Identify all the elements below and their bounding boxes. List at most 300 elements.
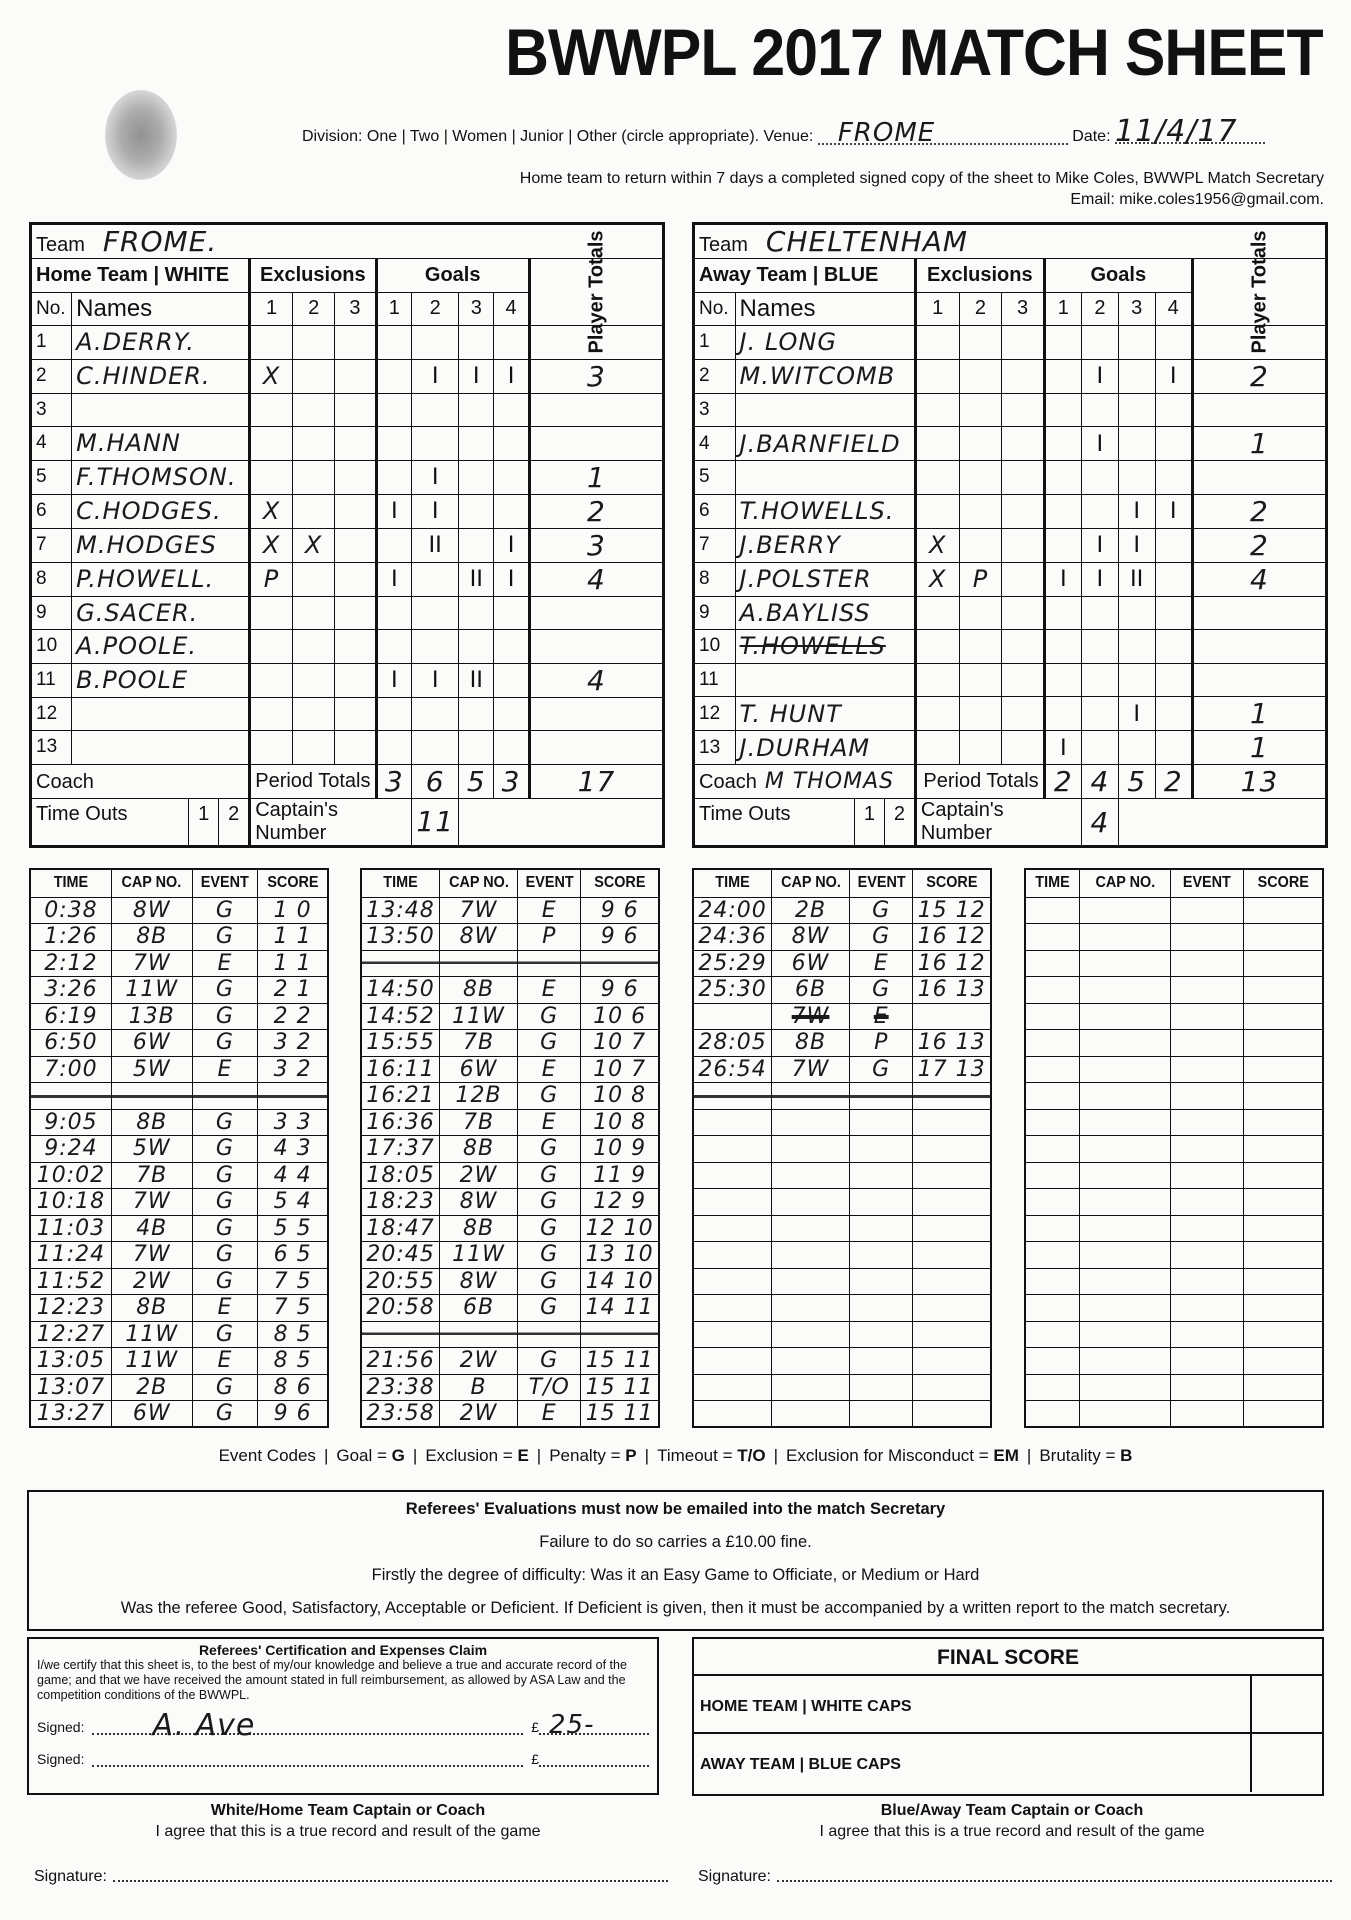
exclusion-cell[interactable]: X xyxy=(250,359,293,393)
goal-cell[interactable]: I xyxy=(1118,494,1155,528)
log-time[interactable]: 13:27 xyxy=(30,1401,111,1428)
log-event[interactable]: E xyxy=(192,1348,258,1375)
log-score[interactable]: 13 10 xyxy=(581,1242,659,1269)
log-score[interactable] xyxy=(1244,1136,1323,1163)
log-cap[interactable] xyxy=(772,1136,850,1163)
log-cap[interactable]: 7W xyxy=(772,1056,850,1083)
goal-cell[interactable]: I xyxy=(1155,494,1192,528)
log-score[interactable] xyxy=(581,1321,659,1348)
log-time[interactable] xyxy=(361,950,440,977)
log-score[interactable]: 1 1 xyxy=(258,950,328,977)
coach-cell[interactable] xyxy=(694,765,916,799)
log-time[interactable]: 16:21 xyxy=(361,1083,440,1110)
player-total[interactable]: 1 xyxy=(529,460,663,494)
final-score-home-field[interactable] xyxy=(1252,1676,1322,1732)
goal-cell[interactable] xyxy=(1082,697,1119,731)
goal-cell[interactable]: I xyxy=(412,663,459,697)
goal-cell[interactable] xyxy=(1155,596,1192,630)
log-score[interactable]: 8 6 xyxy=(258,1374,328,1401)
player-name[interactable]: M.WITCOMB xyxy=(735,359,915,393)
log-cap[interactable]: 6B xyxy=(440,1295,518,1322)
log-event[interactable]: G xyxy=(192,1162,258,1189)
goal-cell[interactable]: II xyxy=(412,528,459,562)
goal-cell[interactable] xyxy=(376,528,412,562)
log-time[interactable] xyxy=(361,1321,440,1348)
goal-cell[interactable] xyxy=(1118,359,1155,393)
referee-signature-2-field[interactable] xyxy=(92,1749,523,1767)
player-total[interactable]: 3 xyxy=(529,528,663,562)
log-cap[interactable] xyxy=(1080,1003,1171,1030)
log-time[interactable] xyxy=(693,1109,772,1136)
goal-cell[interactable]: I xyxy=(1044,731,1081,765)
referee-amount-2-field[interactable] xyxy=(539,1749,649,1767)
log-cap[interactable] xyxy=(1080,1136,1171,1163)
log-score[interactable] xyxy=(1244,950,1323,977)
log-score[interactable]: 15 11 xyxy=(581,1348,659,1375)
goal-cell[interactable] xyxy=(1082,393,1119,427)
log-cap[interactable] xyxy=(1080,1321,1171,1348)
goal-cell[interactable] xyxy=(1155,562,1192,596)
log-cap[interactable] xyxy=(772,1374,850,1401)
log-cap[interactable]: 2B xyxy=(111,1374,192,1401)
goal-cell[interactable] xyxy=(1155,393,1192,427)
log-time[interactable]: 11:52 xyxy=(30,1268,111,1295)
log-score[interactable] xyxy=(1244,1162,1323,1189)
exclusion-cell[interactable] xyxy=(1002,663,1044,697)
goal-cell[interactable] xyxy=(1155,731,1192,765)
log-score[interactable]: 10 6 xyxy=(581,1003,659,1030)
exclusion-cell[interactable]: X xyxy=(250,528,293,562)
exclusion-cell[interactable] xyxy=(292,663,334,697)
captains-number[interactable]: 11 xyxy=(412,798,459,846)
log-score[interactable]: 3 2 xyxy=(258,1056,328,1083)
player-name[interactable] xyxy=(735,393,915,427)
player-name[interactable]: A.DERRY. xyxy=(72,326,250,360)
player-total[interactable] xyxy=(1192,393,1326,427)
goal-cell[interactable] xyxy=(1155,663,1192,697)
log-time[interactable] xyxy=(1025,977,1080,1004)
log-time[interactable] xyxy=(1025,1003,1080,1030)
log-time[interactable]: 7:00 xyxy=(30,1056,111,1083)
goal-cell[interactable] xyxy=(412,562,459,596)
log-time[interactable]: 9:05 xyxy=(30,1109,111,1136)
log-time[interactable]: 18:47 xyxy=(361,1215,440,1242)
log-cap[interactable] xyxy=(1080,1374,1171,1401)
exclusion-cell[interactable] xyxy=(250,663,293,697)
log-cap[interactable]: 8W xyxy=(111,897,192,924)
log-time[interactable]: 11:24 xyxy=(30,1242,111,1269)
log-event[interactable] xyxy=(850,1242,913,1269)
log-time[interactable] xyxy=(1025,924,1080,951)
log-time[interactable]: 25:29 xyxy=(693,950,772,977)
log-cap[interactable]: 5W xyxy=(111,1056,192,1083)
exclusion-cell[interactable] xyxy=(959,596,1002,630)
player-name[interactable]: P.HOWELL. xyxy=(72,562,250,596)
log-cap[interactable] xyxy=(1080,1268,1171,1295)
log-time[interactable] xyxy=(1025,1083,1080,1110)
log-event[interactable]: E xyxy=(518,897,581,924)
player-name[interactable]: T.HOWELLS. xyxy=(735,494,915,528)
log-event[interactable]: G xyxy=(518,1030,581,1057)
exclusion-cell[interactable]: P xyxy=(959,562,1002,596)
log-cap[interactable] xyxy=(772,1215,850,1242)
timeout-2-box[interactable]: 2 xyxy=(884,799,914,845)
log-time[interactable]: 6:50 xyxy=(30,1030,111,1057)
goal-cell[interactable] xyxy=(494,663,530,697)
goal-cell[interactable] xyxy=(1082,326,1119,360)
goal-cell[interactable] xyxy=(376,359,412,393)
goal-cell[interactable] xyxy=(1044,663,1081,697)
log-cap[interactable]: 6W xyxy=(111,1030,192,1057)
exclusion-cell[interactable] xyxy=(335,528,376,562)
log-event[interactable] xyxy=(1170,1215,1244,1242)
goal-cell[interactable] xyxy=(1155,630,1192,664)
exclusion-cell[interactable]: X xyxy=(292,528,334,562)
log-event[interactable]: G xyxy=(192,977,258,1004)
log-time[interactable]: 20:58 xyxy=(361,1295,440,1322)
log-time[interactable] xyxy=(693,1215,772,1242)
period-total-4[interactable]: 2 xyxy=(1155,765,1192,799)
player-name[interactable]: C.HODGES. xyxy=(72,494,250,528)
period-total-3[interactable]: 5 xyxy=(1118,765,1155,799)
log-event[interactable]: G xyxy=(192,924,258,951)
log-score[interactable]: 1 0 xyxy=(258,897,328,924)
goal-cell[interactable]: I xyxy=(376,663,412,697)
log-event[interactable] xyxy=(1170,977,1244,1004)
log-event[interactable] xyxy=(1170,1003,1244,1030)
log-event[interactable]: G xyxy=(192,1268,258,1295)
log-time[interactable] xyxy=(1025,1242,1080,1269)
log-cap[interactable] xyxy=(772,1295,850,1322)
exclusion-cell[interactable] xyxy=(250,427,293,461)
log-score[interactable]: 12 9 xyxy=(581,1189,659,1216)
log-time[interactable]: 25:30 xyxy=(693,977,772,1004)
log-cap[interactable] xyxy=(1080,1401,1171,1428)
player-total[interactable] xyxy=(1192,461,1326,495)
log-time[interactable]: 24:00 xyxy=(693,897,772,924)
log-cap[interactable] xyxy=(1080,977,1171,1004)
log-score[interactable] xyxy=(1244,1295,1323,1322)
goal-cell[interactable] xyxy=(1044,326,1081,360)
exclusion-cell[interactable] xyxy=(915,461,959,495)
log-event[interactable]: E xyxy=(192,950,258,977)
exclusion-cell[interactable] xyxy=(250,731,293,765)
player-name[interactable] xyxy=(735,461,915,495)
log-time[interactable]: 1:26 xyxy=(30,924,111,951)
log-event[interactable] xyxy=(518,950,581,977)
log-cap[interactable]: 4B xyxy=(111,1215,192,1242)
player-total[interactable] xyxy=(1192,663,1326,697)
log-score[interactable] xyxy=(913,1295,991,1322)
log-time[interactable]: 24:36 xyxy=(693,924,772,951)
player-name[interactable]: M.HANN xyxy=(72,427,250,461)
goal-cell[interactable] xyxy=(376,393,412,427)
log-event[interactable] xyxy=(850,1162,913,1189)
log-time[interactable] xyxy=(1025,1056,1080,1083)
goal-cell[interactable] xyxy=(1118,630,1155,664)
log-cap[interactable]: 7W xyxy=(111,950,192,977)
log-cap[interactable]: 7B xyxy=(440,1030,518,1057)
log-cap[interactable] xyxy=(772,1083,850,1110)
exclusion-cell[interactable] xyxy=(1002,697,1044,731)
log-time[interactable]: 10:02 xyxy=(30,1162,111,1189)
log-event[interactable] xyxy=(1170,1242,1244,1269)
log-cap[interactable]: 2W xyxy=(440,1401,518,1428)
exclusion-cell[interactable] xyxy=(250,630,293,664)
log-time[interactable] xyxy=(693,1083,772,1110)
goal-cell[interactable] xyxy=(1082,596,1119,630)
log-event[interactable]: G xyxy=(518,1162,581,1189)
timeout-1-box[interactable]: 1 xyxy=(854,799,884,845)
log-time[interactable]: 20:55 xyxy=(361,1268,440,1295)
log-cap[interactable] xyxy=(1080,1056,1171,1083)
goal-cell[interactable]: I xyxy=(494,359,530,393)
goal-cell[interactable] xyxy=(376,326,412,360)
log-cap[interactable]: 5W xyxy=(111,1136,192,1163)
log-score[interactable] xyxy=(913,1109,991,1136)
player-name[interactable]: A.POOLE. xyxy=(72,630,250,664)
exclusion-cell[interactable] xyxy=(959,528,1002,562)
log-event[interactable]: G xyxy=(518,1348,581,1375)
log-cap[interactable]: 2W xyxy=(440,1348,518,1375)
log-score[interactable]: 12 10 xyxy=(581,1215,659,1242)
goal-cell[interactable] xyxy=(459,528,494,562)
log-event[interactable]: G xyxy=(192,1109,258,1136)
log-event[interactable]: G xyxy=(192,1003,258,1030)
log-time[interactable] xyxy=(1025,1162,1080,1189)
log-score[interactable]: 9 6 xyxy=(258,1401,328,1428)
goal-cell[interactable] xyxy=(494,460,530,494)
log-score[interactable]: 1 1 xyxy=(258,924,328,951)
log-cap[interactable] xyxy=(1080,1083,1171,1110)
log-score[interactable]: 4 4 xyxy=(258,1162,328,1189)
exclusion-cell[interactable] xyxy=(915,393,959,427)
goal-cell[interactable] xyxy=(459,460,494,494)
log-score[interactable]: 5 4 xyxy=(258,1189,328,1216)
coach-cell[interactable] xyxy=(31,764,250,798)
log-event[interactable] xyxy=(1170,1109,1244,1136)
exclusion-cell[interactable]: X xyxy=(915,562,959,596)
exclusion-cell[interactable] xyxy=(292,460,334,494)
goal-cell[interactable] xyxy=(376,630,412,664)
goal-cell[interactable] xyxy=(1082,630,1119,664)
log-score[interactable] xyxy=(1244,897,1323,924)
goal-cell[interactable]: I xyxy=(459,359,494,393)
log-event[interactable]: G xyxy=(192,1242,258,1269)
log-time[interactable] xyxy=(1025,950,1080,977)
log-event[interactable]: G xyxy=(192,1321,258,1348)
log-time[interactable]: 28:05 xyxy=(693,1030,772,1057)
log-event[interactable]: E xyxy=(518,977,581,1004)
goal-cell[interactable] xyxy=(1044,393,1081,427)
log-cap[interactable]: 11W xyxy=(440,1003,518,1030)
exclusion-cell[interactable] xyxy=(1002,494,1044,528)
exclusion-cell[interactable] xyxy=(250,393,293,427)
period-total-1[interactable]: 3 xyxy=(376,764,412,798)
log-score[interactable]: 10 8 xyxy=(581,1109,659,1136)
log-event[interactable]: E xyxy=(518,1056,581,1083)
log-cap[interactable]: 8B xyxy=(111,1109,192,1136)
log-score[interactable] xyxy=(913,1083,991,1110)
goal-cell[interactable] xyxy=(1082,494,1119,528)
log-event[interactable]: E xyxy=(518,1109,581,1136)
player-name[interactable]: M.HODGES xyxy=(72,528,250,562)
exclusion-cell[interactable] xyxy=(915,596,959,630)
exclusion-cell[interactable] xyxy=(335,731,376,765)
exclusion-cell[interactable] xyxy=(959,427,1002,461)
exclusion-cell[interactable] xyxy=(335,630,376,664)
exclusion-cell[interactable] xyxy=(1002,528,1044,562)
log-time[interactable]: 12:27 xyxy=(30,1321,111,1348)
goal-cell[interactable] xyxy=(412,427,459,461)
player-total[interactable]: 2 xyxy=(1192,494,1326,528)
player-name[interactable]: J.DURHAM xyxy=(735,731,915,765)
log-time[interactable]: 13:48 xyxy=(361,897,440,924)
log-event[interactable]: G xyxy=(192,1030,258,1057)
exclusion-cell[interactable] xyxy=(335,562,376,596)
timeout-1-box[interactable]: 1 xyxy=(188,799,218,845)
goal-cell[interactable] xyxy=(1044,697,1081,731)
goal-cell[interactable] xyxy=(1155,461,1192,495)
log-time[interactable]: 14:50 xyxy=(361,977,440,1004)
exclusion-cell[interactable] xyxy=(915,630,959,664)
log-score[interactable]: 5 5 xyxy=(258,1215,328,1242)
exclusion-cell[interactable] xyxy=(959,697,1002,731)
log-event[interactable] xyxy=(850,1189,913,1216)
log-cap[interactable]: 6W xyxy=(772,950,850,977)
log-score[interactable]: 3 3 xyxy=(258,1109,328,1136)
log-time[interactable] xyxy=(1025,1189,1080,1216)
log-cap[interactable] xyxy=(772,1321,850,1348)
log-cap[interactable]: 7B xyxy=(440,1109,518,1136)
log-event[interactable] xyxy=(1170,950,1244,977)
exclusion-cell[interactable] xyxy=(915,731,959,765)
log-time[interactable]: 20:45 xyxy=(361,1242,440,1269)
exclusion-cell[interactable] xyxy=(915,494,959,528)
log-cap[interactable] xyxy=(1080,1215,1171,1242)
log-event[interactable] xyxy=(1170,1189,1244,1216)
period-total-2[interactable]: 4 xyxy=(1082,765,1119,799)
log-cap[interactable]: 8W xyxy=(440,1189,518,1216)
goal-cell[interactable] xyxy=(459,326,494,360)
log-cap[interactable]: 8B xyxy=(440,1215,518,1242)
log-time[interactable] xyxy=(693,1348,772,1375)
log-cap[interactable] xyxy=(440,950,518,977)
goal-cell[interactable] xyxy=(1044,596,1081,630)
log-event[interactable] xyxy=(1170,1136,1244,1163)
exclusion-cell[interactable] xyxy=(250,697,293,731)
player-name[interactable]: J.BERRY xyxy=(735,528,915,562)
log-score[interactable]: 8 5 xyxy=(258,1348,328,1375)
log-time[interactable]: 2:12 xyxy=(30,950,111,977)
goal-cell[interactable] xyxy=(1044,359,1081,393)
log-cap[interactable]: 13B xyxy=(111,1003,192,1030)
log-cap[interactable]: 8B xyxy=(111,924,192,951)
exclusion-cell[interactable] xyxy=(1002,630,1044,664)
log-event[interactable]: G xyxy=(850,897,913,924)
exclusion-cell[interactable] xyxy=(335,494,376,528)
goal-cell[interactable]: I xyxy=(376,494,412,528)
log-score[interactable] xyxy=(1244,1215,1323,1242)
log-score[interactable] xyxy=(1244,1003,1323,1030)
player-total[interactable]: 1 xyxy=(1192,427,1326,461)
goal-cell[interactable]: I xyxy=(494,562,530,596)
exclusion-cell[interactable] xyxy=(335,359,376,393)
log-cap[interactable]: 2W xyxy=(440,1162,518,1189)
referee-signature-1-field[interactable] xyxy=(92,1708,523,1743)
exclusion-cell[interactable] xyxy=(335,326,376,360)
log-time[interactable] xyxy=(1025,1030,1080,1057)
goal-cell[interactable] xyxy=(1118,326,1155,360)
exclusion-cell[interactable] xyxy=(292,359,334,393)
log-cap[interactable] xyxy=(1080,897,1171,924)
exclusion-cell[interactable] xyxy=(959,393,1002,427)
home-captain-signature-field[interactable] xyxy=(113,1866,668,1882)
log-time[interactable]: 13:07 xyxy=(30,1374,111,1401)
log-score[interactable] xyxy=(1244,977,1323,1004)
log-time[interactable]: 16:36 xyxy=(361,1109,440,1136)
player-total[interactable]: 4 xyxy=(529,562,663,596)
goal-cell[interactable] xyxy=(376,596,412,630)
log-time[interactable] xyxy=(1025,1136,1080,1163)
log-cap[interactable] xyxy=(1080,1109,1171,1136)
log-score[interactable] xyxy=(1244,1268,1323,1295)
log-time[interactable] xyxy=(693,1268,772,1295)
goal-cell[interactable] xyxy=(1118,596,1155,630)
goal-cell[interactable] xyxy=(494,630,530,664)
log-score[interactable]: 9 6 xyxy=(581,897,659,924)
exclusion-cell[interactable] xyxy=(292,630,334,664)
log-score[interactable] xyxy=(913,1242,991,1269)
period-total-1[interactable]: 2 xyxy=(1044,765,1081,799)
goal-cell[interactable] xyxy=(494,326,530,360)
goal-cell[interactable]: I xyxy=(1082,427,1119,461)
log-event[interactable] xyxy=(1170,1374,1244,1401)
log-cap[interactable] xyxy=(1080,1242,1171,1269)
log-cap[interactable]: 8B xyxy=(440,977,518,1004)
log-event[interactable]: E xyxy=(850,1003,913,1030)
player-total[interactable] xyxy=(529,731,663,765)
log-score[interactable] xyxy=(1244,1109,1323,1136)
goal-cell[interactable] xyxy=(459,697,494,731)
log-time[interactable] xyxy=(693,1003,772,1030)
log-event[interactable]: P xyxy=(518,924,581,951)
log-event[interactable]: T/O xyxy=(518,1374,581,1401)
log-event[interactable]: G xyxy=(518,1242,581,1269)
log-event[interactable]: G xyxy=(192,1136,258,1163)
log-score[interactable]: 2 2 xyxy=(258,1003,328,1030)
log-time[interactable]: 14:52 xyxy=(361,1003,440,1030)
goal-cell[interactable] xyxy=(1044,630,1081,664)
goal-cell[interactable]: I xyxy=(1082,359,1119,393)
log-time[interactable] xyxy=(1025,1215,1080,1242)
log-event[interactable]: G xyxy=(850,977,913,1004)
log-score[interactable]: 3 2 xyxy=(258,1030,328,1057)
exclusion-cell[interactable] xyxy=(335,596,376,630)
log-cap[interactable] xyxy=(1080,1348,1171,1375)
goal-cell[interactable] xyxy=(1082,663,1119,697)
exclusion-cell[interactable] xyxy=(959,461,1002,495)
player-name[interactable]: T. HUNT xyxy=(735,697,915,731)
log-event[interactable]: G xyxy=(192,897,258,924)
log-event[interactable] xyxy=(850,1109,913,1136)
referee-amount-1-field[interactable] xyxy=(539,1710,649,1740)
exclusion-cell[interactable] xyxy=(335,460,376,494)
log-time[interactable] xyxy=(1025,1348,1080,1375)
log-event[interactable] xyxy=(1170,1295,1244,1322)
log-time[interactable] xyxy=(1025,1109,1080,1136)
log-time[interactable] xyxy=(1025,1295,1080,1322)
